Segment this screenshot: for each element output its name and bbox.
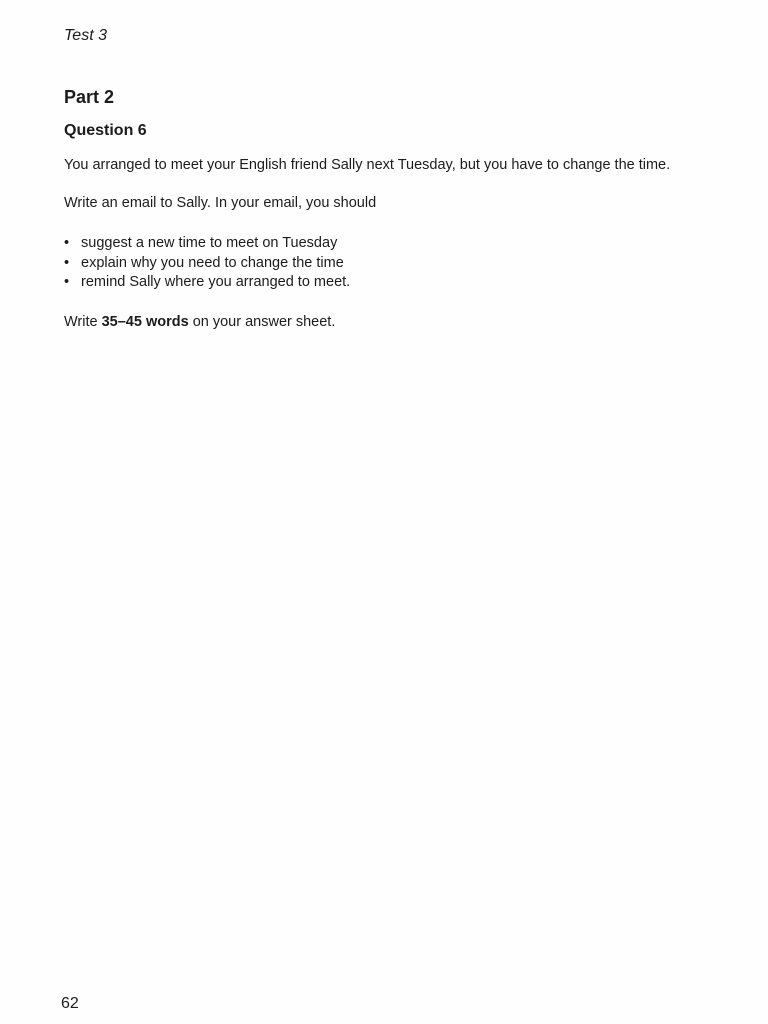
task-bullet-text: suggest a new time to meet on Tuesday [81,235,338,251]
task-bullet-list [64,234,350,293]
word-limit-emphasis: 35–45 words [101,314,189,330]
task-bullet-text: remind Sally where you arranged to meet. [81,274,351,290]
bullet-icon: • [64,274,70,290]
word-limit-prefix: Write [64,314,102,330]
running-head: Test 3 [64,27,107,44]
bullet-icon: • [64,235,70,251]
task-bullet-item [64,234,350,254]
word-limit-text [64,314,335,330]
part-title: Part 2 [64,87,115,107]
question-title: Question 6 [64,122,147,139]
word-limit-suffix: on your answer sheet. [188,314,336,330]
task-bullet-text: explain why you need to change the time [81,254,344,271]
scenario-text: You arranged to meet your English friend Sally next Tuesday, but you have to change the time. [64,157,671,173]
instruction-text: Write an email to Sally. In your email, you should [64,195,377,211]
page-number: 62 [61,995,79,1012]
task-bullet-item [64,254,350,274]
task-bullet-item [64,273,350,293]
bullet-icon: • [64,254,70,271]
